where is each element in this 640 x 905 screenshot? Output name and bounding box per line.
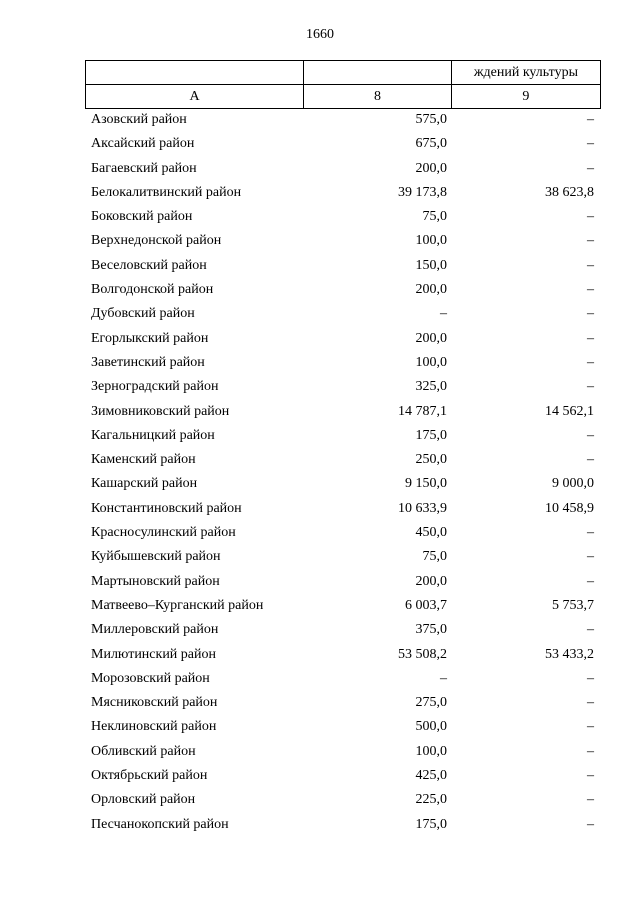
district-name: Багаевский район bbox=[91, 160, 197, 176]
table-row bbox=[0, 448, 640, 472]
header-top-cell-8 bbox=[304, 61, 452, 85]
page-number: 1660 bbox=[306, 27, 334, 42]
table-row bbox=[0, 205, 640, 229]
district-name: Обливский район bbox=[91, 743, 196, 759]
district-name: Октябрьский район bbox=[91, 768, 208, 784]
district-name: Дубовский район bbox=[91, 306, 195, 322]
column-label-a: А bbox=[86, 85, 304, 109]
table-row bbox=[0, 667, 640, 691]
value-col-9: – bbox=[587, 549, 594, 565]
district-name: Егорлыкский район bbox=[91, 330, 209, 346]
district-name: Белокалитвинский район bbox=[91, 184, 242, 200]
district-name: Милютинский район bbox=[91, 646, 217, 662]
value-col-8: 500,0 bbox=[415, 719, 447, 735]
district-name: Кашарский район bbox=[91, 476, 198, 492]
value-col-8: 675,0 bbox=[415, 136, 447, 152]
header-top-row bbox=[86, 61, 601, 85]
table-row bbox=[0, 570, 640, 594]
value-col-9: – bbox=[587, 670, 594, 686]
value-col-9: – bbox=[587, 306, 594, 322]
value-col-8: 100,0 bbox=[415, 233, 447, 249]
district-name: Матвеево–Курганский район bbox=[91, 597, 264, 613]
header-top-cell-9: ждений культуры bbox=[451, 61, 600, 85]
value-col-8: 250,0 bbox=[415, 452, 447, 468]
value-col-9: – bbox=[587, 743, 594, 759]
district-name: Миллеровский район bbox=[91, 622, 219, 638]
value-col-8: 6 003,7 bbox=[405, 597, 447, 613]
table-row bbox=[0, 351, 640, 375]
district-name: Веселовский район bbox=[91, 257, 207, 273]
value-col-9: – bbox=[587, 792, 594, 808]
district-name: Неклиновский район bbox=[91, 719, 217, 735]
district-name: Зимовниковский район bbox=[91, 403, 230, 419]
table-row bbox=[0, 472, 640, 496]
table-row bbox=[0, 764, 640, 788]
value-col-8: 325,0 bbox=[415, 379, 447, 395]
table-row bbox=[0, 108, 640, 132]
value-col-8: 75,0 bbox=[422, 209, 447, 225]
value-col-8: 53 508,2 bbox=[398, 646, 447, 662]
value-col-9: – bbox=[587, 330, 594, 346]
value-col-9: – bbox=[587, 427, 594, 443]
district-name: Заветинский район bbox=[91, 354, 205, 370]
value-col-9: – bbox=[587, 768, 594, 784]
table-row bbox=[0, 788, 640, 812]
table-row bbox=[0, 497, 640, 521]
value-col-9: 38 623,8 bbox=[545, 184, 594, 200]
table-row bbox=[0, 813, 640, 837]
value-col-8: 175,0 bbox=[415, 427, 447, 443]
table-row bbox=[0, 424, 640, 448]
table-row bbox=[0, 715, 640, 739]
value-col-9: – bbox=[587, 257, 594, 273]
value-col-9: – bbox=[587, 695, 594, 711]
district-name: Песчанокопский район bbox=[91, 816, 229, 832]
value-col-8: 200,0 bbox=[415, 573, 447, 589]
district-name: Константиновский район bbox=[91, 500, 242, 516]
value-col-9: 10 458,9 bbox=[545, 500, 594, 516]
table-row bbox=[0, 229, 640, 253]
value-col-9: 5 753,7 bbox=[552, 597, 594, 613]
value-col-8: 75,0 bbox=[422, 549, 447, 565]
value-col-9: – bbox=[587, 354, 594, 370]
value-col-9: – bbox=[587, 282, 594, 298]
district-name: Азовский район bbox=[91, 112, 187, 127]
table-row bbox=[0, 254, 640, 278]
value-col-8: 275,0 bbox=[415, 695, 447, 711]
value-col-8: 100,0 bbox=[415, 354, 447, 370]
value-col-9: 53 433,2 bbox=[545, 646, 594, 662]
table-row bbox=[0, 302, 640, 326]
value-col-8: 200,0 bbox=[415, 160, 447, 176]
table-row bbox=[0, 740, 640, 764]
table-header bbox=[85, 60, 601, 109]
table-row bbox=[0, 691, 640, 715]
column-label-8: 8 bbox=[304, 85, 452, 109]
value-col-8: – bbox=[440, 306, 447, 322]
table-row bbox=[0, 521, 640, 545]
value-col-9: – bbox=[587, 816, 594, 832]
value-col-9: – bbox=[587, 112, 594, 127]
table-body bbox=[0, 108, 640, 837]
value-col-9: – bbox=[587, 573, 594, 589]
value-col-8: 100,0 bbox=[415, 743, 447, 759]
value-col-9: – bbox=[587, 233, 594, 249]
value-col-8: 450,0 bbox=[415, 525, 447, 541]
value-col-8: 175,0 bbox=[415, 816, 447, 832]
table-row bbox=[0, 375, 640, 399]
value-col-8: 375,0 bbox=[415, 622, 447, 638]
value-col-9: – bbox=[587, 209, 594, 225]
header-top-cell-a bbox=[86, 61, 304, 85]
value-col-8: 425,0 bbox=[415, 768, 447, 784]
table-row bbox=[0, 157, 640, 181]
value-col-8: 200,0 bbox=[415, 282, 447, 298]
district-name: Орловский район bbox=[91, 792, 196, 808]
table-row bbox=[0, 278, 640, 302]
value-col-8: 39 173,8 bbox=[398, 184, 447, 200]
value-col-8: – bbox=[440, 670, 447, 686]
value-col-9: – bbox=[587, 719, 594, 735]
column-label-9: 9 bbox=[451, 85, 600, 109]
district-name: Куйбышевский район bbox=[91, 549, 221, 565]
table-row bbox=[0, 618, 640, 642]
district-name: Аксайский район bbox=[91, 136, 195, 152]
value-col-8: 200,0 bbox=[415, 330, 447, 346]
district-name: Волгодонской район bbox=[91, 282, 214, 298]
value-col-9: 14 562,1 bbox=[545, 403, 594, 419]
value-col-8: 9 150,0 bbox=[405, 476, 447, 492]
value-col-9: – bbox=[587, 622, 594, 638]
table-row bbox=[0, 545, 640, 569]
value-col-9: – bbox=[587, 136, 594, 152]
value-col-8: 575,0 bbox=[415, 112, 447, 127]
value-col-8: 10 633,9 bbox=[398, 500, 447, 516]
value-col-9: 9 000,0 bbox=[552, 476, 594, 492]
value-col-9: – bbox=[587, 160, 594, 176]
district-name: Мясниковский район bbox=[91, 695, 218, 711]
district-name: Зерноградский район bbox=[91, 379, 219, 395]
district-name: Морозовский район bbox=[91, 670, 210, 686]
value-col-8: 150,0 bbox=[415, 257, 447, 273]
district-name: Кагальницкий район bbox=[91, 427, 215, 443]
district-name: Верхнедонской район bbox=[91, 233, 222, 249]
table-row bbox=[0, 132, 640, 156]
value-col-9: – bbox=[587, 379, 594, 395]
table-row bbox=[0, 643, 640, 667]
district-name: Каменский район bbox=[91, 452, 196, 468]
value-col-9: – bbox=[587, 452, 594, 468]
value-col-8: 225,0 bbox=[415, 792, 447, 808]
table-row bbox=[0, 327, 640, 351]
district-name: Мартыновский район bbox=[91, 573, 220, 589]
district-name: Боковский район bbox=[91, 209, 193, 225]
table-row bbox=[0, 594, 640, 618]
header-label-row bbox=[86, 85, 601, 109]
table-row bbox=[0, 181, 640, 205]
value-col-8: 14 787,1 bbox=[398, 403, 447, 419]
table-row bbox=[0, 400, 640, 424]
district-name: Красносулинский район bbox=[91, 525, 236, 541]
value-col-9: – bbox=[587, 525, 594, 541]
